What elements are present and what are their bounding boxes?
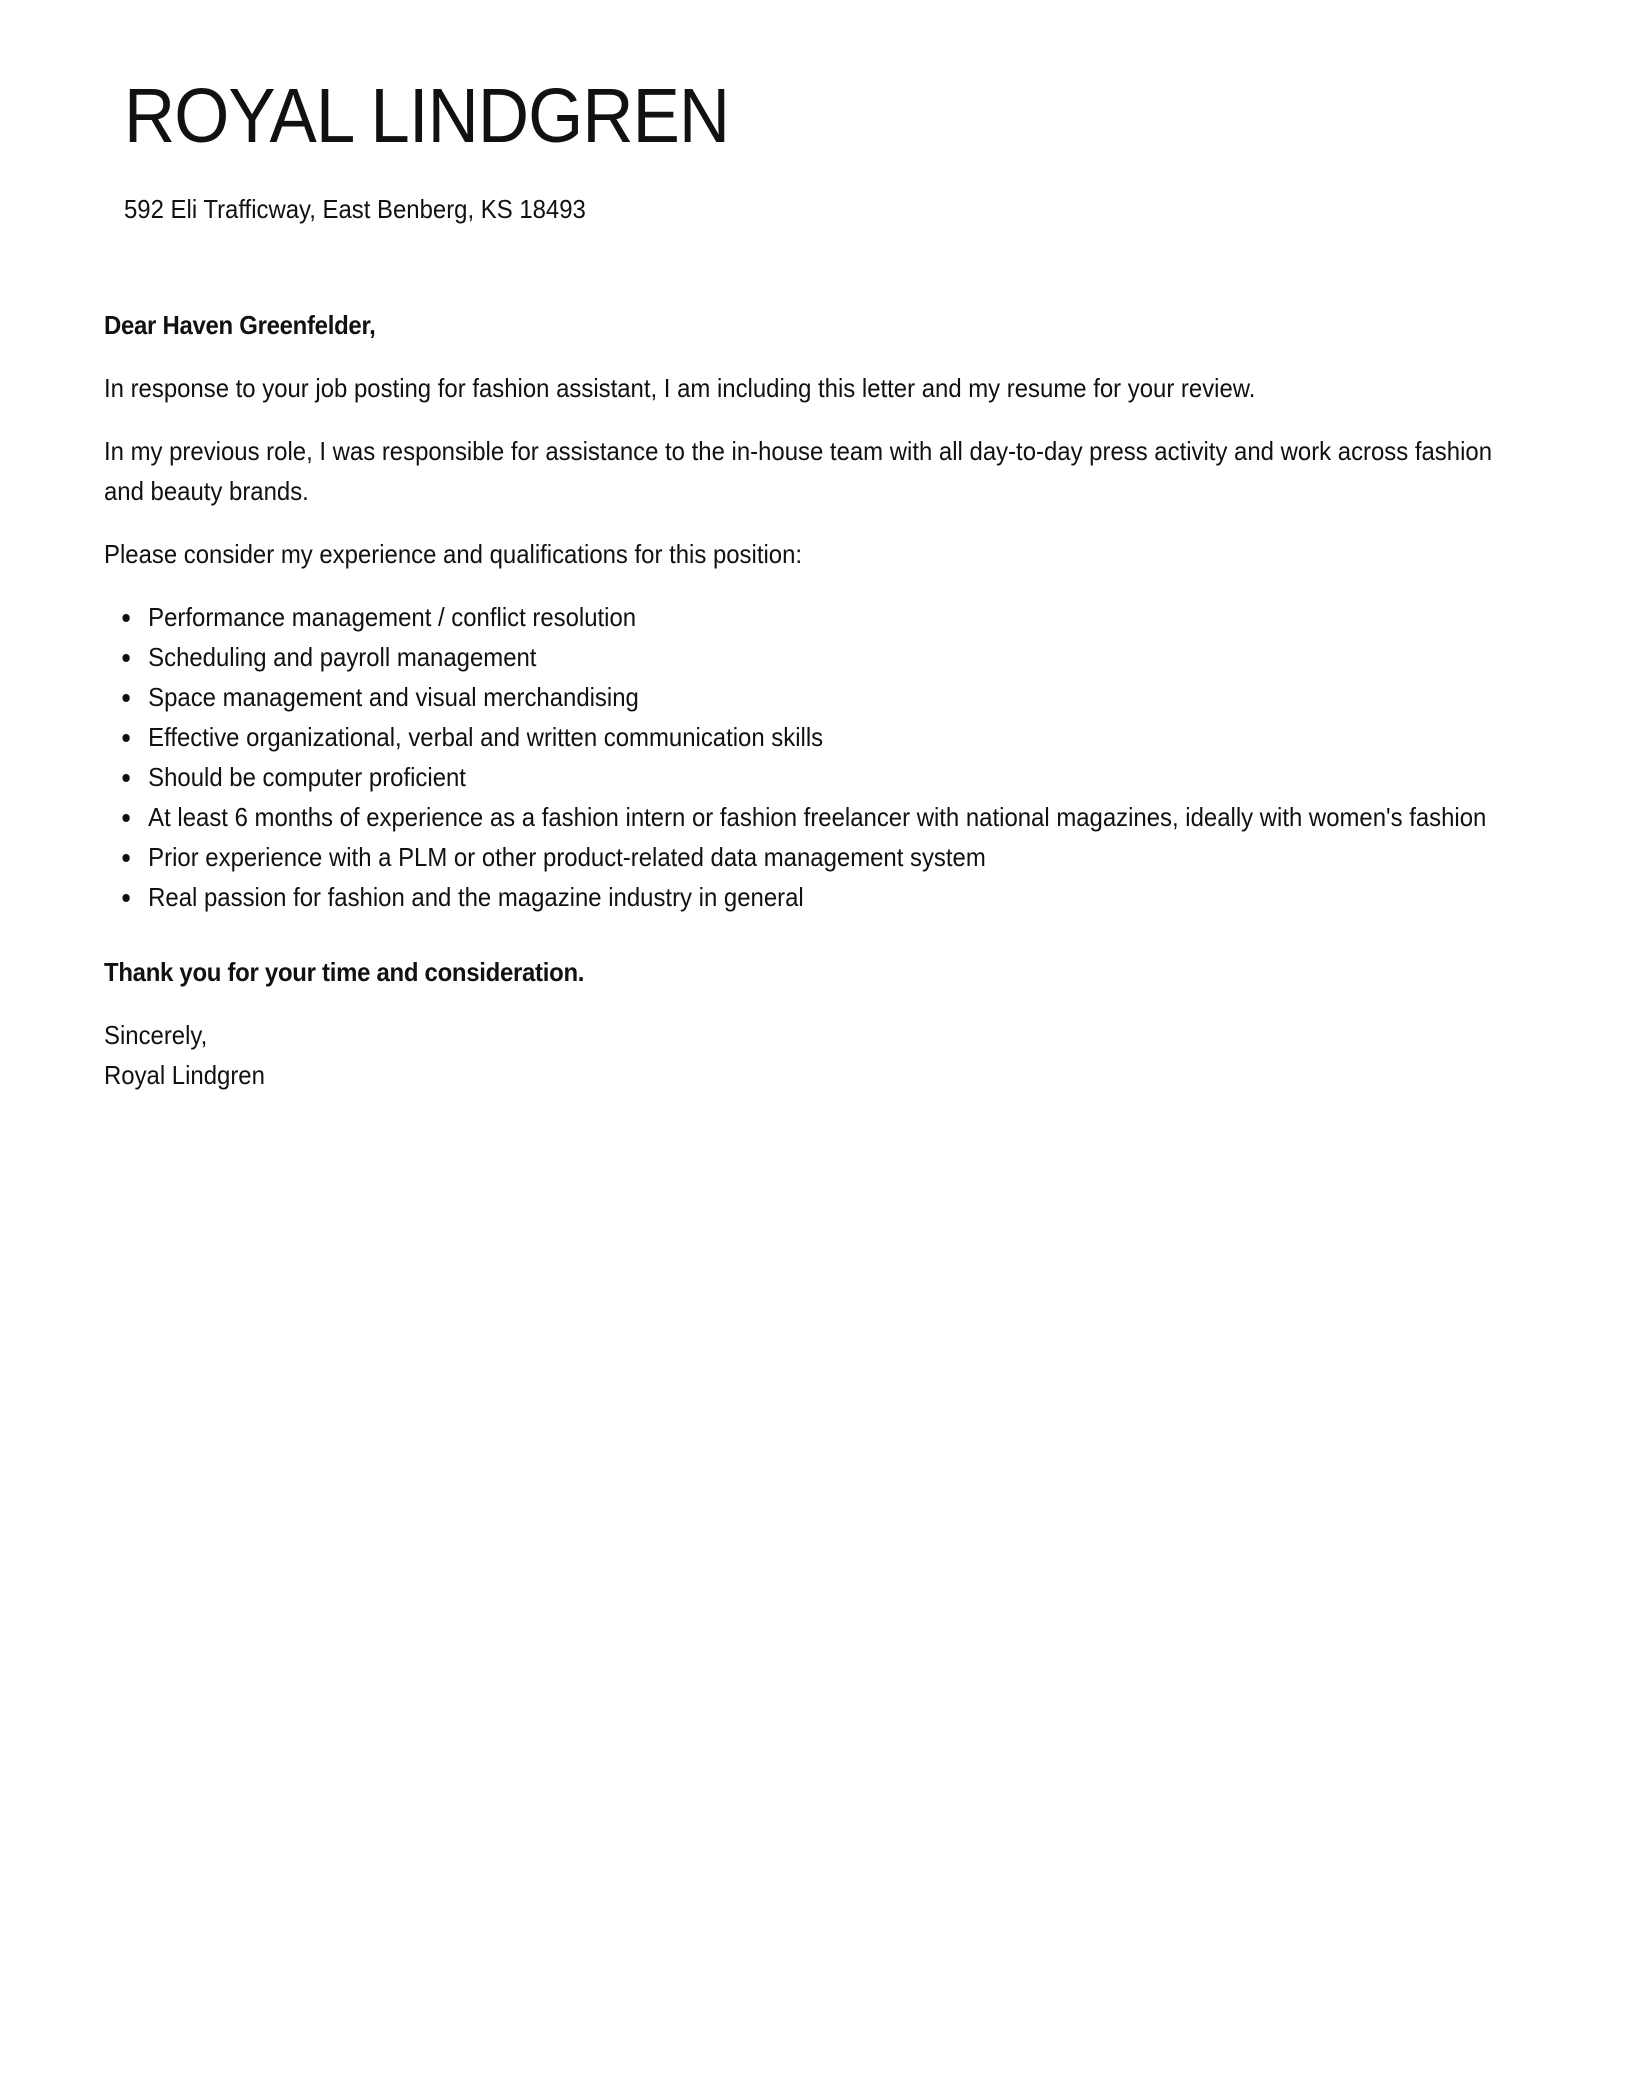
list-item bbox=[148, 797, 1525, 837]
signoff: Sincerely, bbox=[104, 1020, 208, 1050]
bullet-icon bbox=[122, 774, 129, 782]
experience-paragraph: In my previous role, I was responsible for assistance to the in-house team with all day-to-day press activity and work across fashion and beauty brands. bbox=[104, 436, 1492, 506]
list-item-text: Scheduling and payroll management bbox=[148, 642, 537, 672]
bullet-icon bbox=[122, 894, 129, 902]
list-item bbox=[148, 677, 1525, 717]
list-item-text: Real passion for fashion and the magazine industry in general bbox=[148, 882, 804, 912]
list-item-text: At least 6 months of experience as a fashion intern or fashion freelancer with national magazines, ideally with women's fashion bbox=[148, 802, 1487, 832]
list-item bbox=[148, 597, 1525, 637]
list-item-text: Effective organizational, verbal and written communication skills bbox=[148, 722, 824, 752]
letter-header bbox=[124, 66, 782, 226]
bullet-icon bbox=[122, 654, 129, 662]
bullet-icon bbox=[122, 694, 129, 702]
applicant-name: ROYAL LINDGREN bbox=[124, 73, 730, 159]
bullet-icon bbox=[122, 734, 129, 742]
bullet-icon bbox=[122, 814, 129, 822]
salutation: Dear Haven Greenfelder, bbox=[104, 310, 376, 340]
applicant-address: 592 Eli Trafficway, East Benberg, KS 18493 bbox=[124, 194, 586, 224]
intro-paragraph: In response to your job posting for fashion assistant, I am including this letter and my resume for your review. bbox=[104, 373, 1256, 403]
closing-line: Thank you for your time and consideration. bbox=[104, 957, 585, 987]
letter-body bbox=[104, 305, 1524, 1095]
list-item bbox=[148, 837, 1525, 877]
qualifications-list bbox=[104, 597, 1525, 917]
list-item-text: Performance management / conflict resolution bbox=[148, 602, 637, 632]
list-item bbox=[148, 757, 1525, 797]
list-item-text: Space management and visual merchandising bbox=[148, 682, 639, 712]
list-item bbox=[148, 877, 1525, 917]
letter-content bbox=[104, 305, 1525, 1095]
list-item-text: Prior experience with a PLM or other product-related data management system bbox=[148, 842, 986, 872]
bullet-icon bbox=[122, 614, 129, 622]
qualifications-intro: Please consider my experience and qualifications for this position: bbox=[104, 539, 803, 569]
list-item bbox=[148, 637, 1525, 677]
bullet-icon bbox=[122, 854, 129, 862]
list-item-text: Should be computer proficient bbox=[148, 762, 466, 792]
signature: Royal Lindgren bbox=[104, 1060, 265, 1090]
list-item bbox=[148, 717, 1525, 757]
